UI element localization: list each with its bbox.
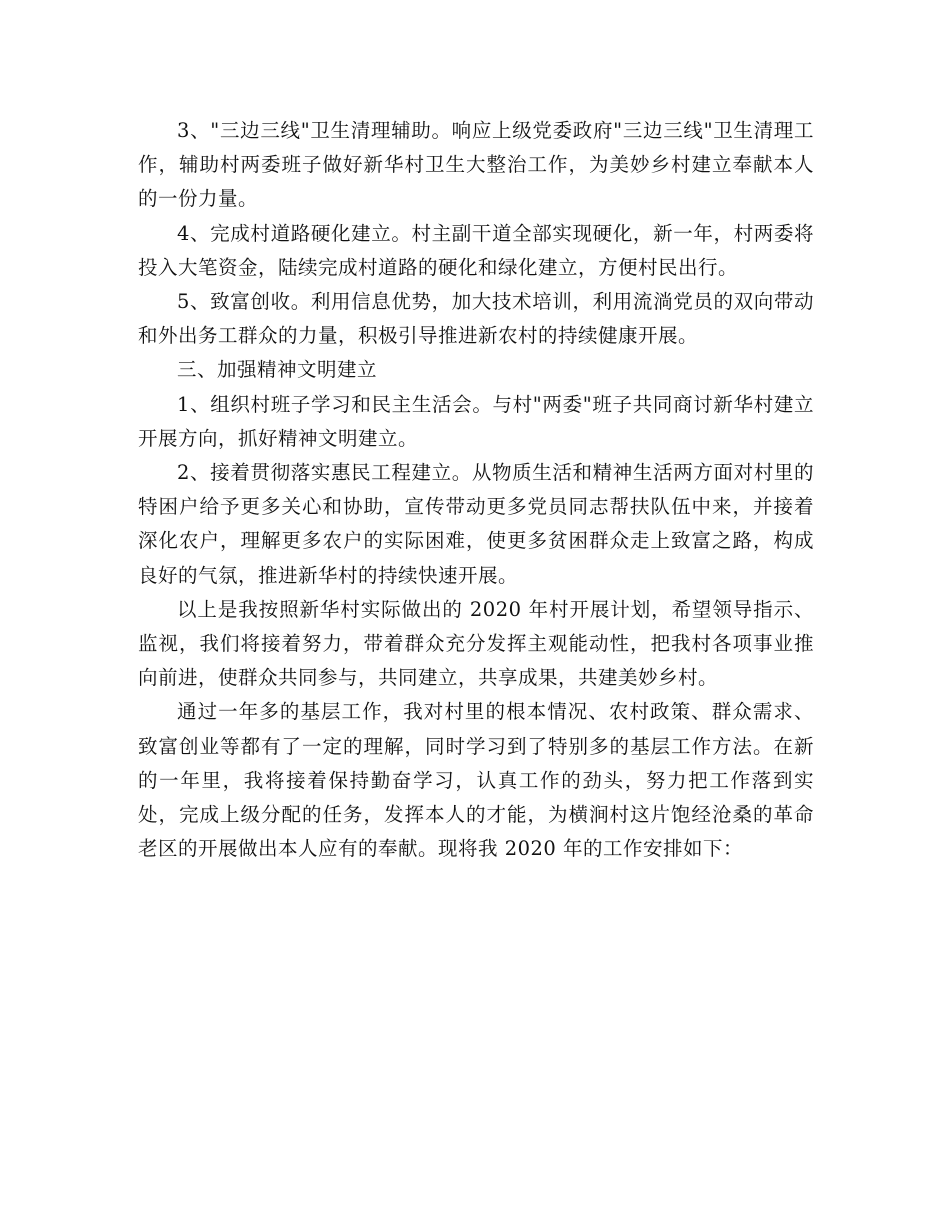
paragraph-work-experience: 通过一年多的基层工作，我对村里的根本情况、农村政策、群众需求、致富创业等都有了一定的理解，同时学习到了特别多的基层工作方法。在新的一年里，我将接着保持勤奋学习，认真工作的劲头，努力把工作落到实处，完成上级分配的任务，发挥本人的才能，为横涧村这片饱经沧桑的革命老区的开展做出本人应有的奉献。现将我 2020 年的工作安排如下： [138,700,814,861]
section-heading-spiritual-civilization: 三、加强精神文明建立 [177,358,378,382]
paragraph-item-4-road-hardening: 4、完成村道路硬化建立。村主副干道全部实现硬化，新一年，村两委将投入大笔资金，陆续完成村道路的硬化和绿化建立，方便村民出行。 [138,221,814,279]
paragraph-item-5-income: 5、致富创收。利用信息优势，加大技术培训，利用流淌党员的双向带动和外出务工群众的力量，积极引导推进新农村的持续健康开展。 [138,290,814,348]
paragraph-item-1-study: 1、组织村班子学习和民主生活会。与村"两委"班子共同商讨新华村建立开展方向，抓好精神文明建立。 [138,392,814,450]
paragraph-summary-plan: 以上是我按照新华村实际做出的 2020 年村开展计划，希望领导指示、监视，我们将接着努力，带着群众充分发挥主观能动性，把我村各项事业推向前进，使群众共同参与，共同建立，共享成果，共建美妙乡村。 [138,597,814,690]
paragraph-item-2-welfare: 2、接着贯彻落实惠民工程建立。从物质生活和精神生活两方面对村里的特困户给予更多关心和协助，宣传带动更多党员同志帮扶队伍中来，并接着深化农户，理解更多农户的实际困难，使更多贫困群众走上致富之路，构成良好的气氛，推进新华村的持续快速开展。 [138,461,814,587]
paragraph-item-3-sanbian-sanxian: 3、"三边三线"卫生清理辅助。响应上级党委政府"三边三线"卫生清理工作，辅助村两委班子做好新华村卫生大整治工作，为美妙乡村建立奉献本人的一份力量。 [138,119,814,211]
document-body [138,114,814,866]
